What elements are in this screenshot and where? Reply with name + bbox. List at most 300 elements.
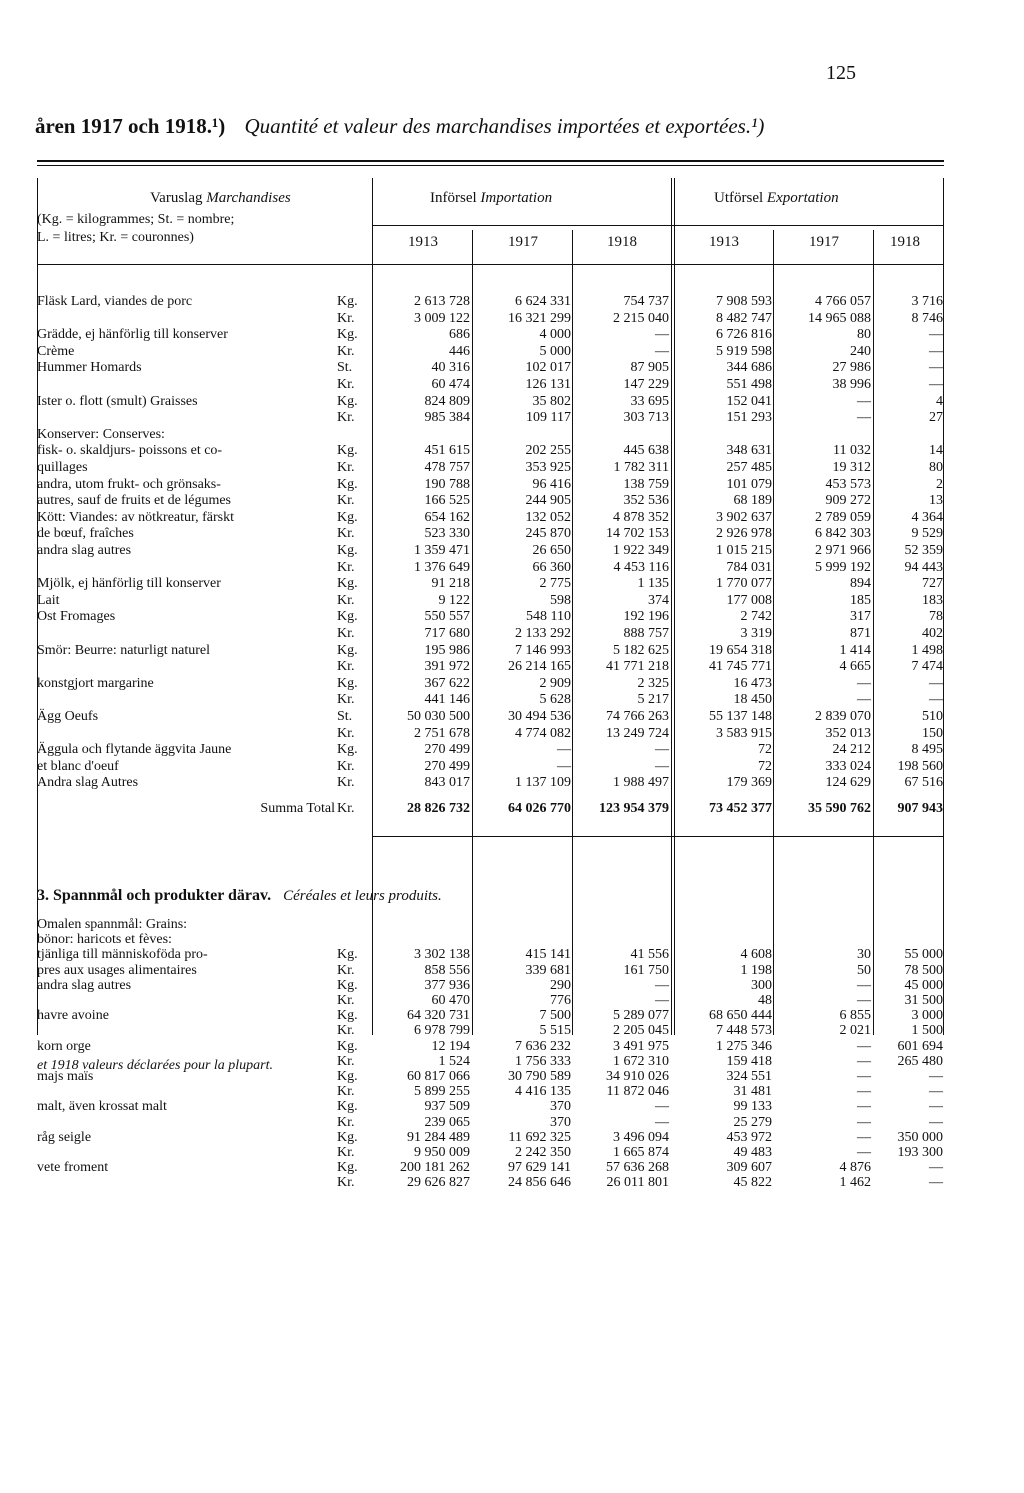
- cell-value: 41 556: [630, 947, 669, 963]
- cell-value: 99 133: [733, 1099, 772, 1115]
- row-label: Konserver: Conserves:: [37, 426, 165, 442]
- cell-value: 26 214 165: [508, 659, 571, 675]
- cell-value: 453 972: [726, 1129, 772, 1145]
- row-label: Fläsk Lard, viandes de porc: [37, 294, 193, 309]
- cell-value: —: [857, 393, 871, 409]
- unit-legend-1: (Kg. = kilogrammes; St. = nombre;: [37, 212, 235, 227]
- cell-value: 40 316: [431, 360, 470, 376]
- export-heading-sv: Utförsel: [714, 190, 764, 206]
- row-unit: Kr.: [337, 1053, 355, 1069]
- cell-value: 3 496 094: [613, 1129, 669, 1145]
- cell-value: 29 626 827: [407, 1175, 470, 1191]
- cell-value: 446: [449, 343, 470, 359]
- row-unit: Kg.: [337, 1069, 358, 1084]
- cell-value: 909 272: [825, 493, 871, 509]
- row-unit: Kr.: [337, 1145, 355, 1160]
- page-title: [35, 114, 764, 139]
- cell-value: 3 902 637: [716, 509, 772, 525]
- table-row: [37, 525, 944, 542]
- cell-value: 193 300: [897, 1145, 943, 1160]
- cell-value: —: [857, 1114, 871, 1130]
- cell-value: 16 321 299: [508, 310, 571, 326]
- cell-value: 2 133 292: [515, 626, 571, 641]
- cell-value: 510: [922, 709, 943, 724]
- row-label: Ägg Oeufs: [37, 709, 99, 724]
- import-heading: [430, 190, 552, 206]
- row-unit: Kr.: [337, 1084, 355, 1100]
- cell-value: 14 702 153: [606, 526, 669, 542]
- row-unit: Kg.: [337, 1099, 358, 1115]
- cell-value: 14: [929, 443, 943, 459]
- year-import-1913: 1913: [408, 234, 438, 250]
- cell-value: 91 284 489: [407, 1129, 470, 1145]
- cell-value: 244 905: [525, 493, 571, 509]
- cell-value: 2 751 678: [414, 725, 470, 741]
- cell-value: 195 986: [424, 642, 470, 658]
- cell-value: 19 312: [832, 460, 871, 475]
- cell-value: 16 473: [733, 675, 772, 691]
- cell-value: 2 021: [839, 1023, 871, 1039]
- row-label: råg seigle: [37, 1129, 92, 1145]
- row-unit: Kg.: [337, 576, 358, 592]
- row-unit: Kr.: [337, 725, 355, 741]
- cell-value: —: [857, 675, 871, 691]
- cell-value: 109 117: [526, 410, 571, 426]
- cell-value: 11 032: [833, 443, 871, 459]
- cell-value: 348 631: [726, 443, 772, 459]
- cell-value: 2 325: [637, 675, 669, 691]
- cell-value: 68 189: [733, 493, 772, 509]
- table-row: [37, 758, 944, 775]
- cell-value: 985 384: [424, 410, 470, 426]
- row-unit: Kg.: [337, 476, 358, 492]
- row-unit: Kr.: [337, 1175, 355, 1191]
- cell-value: —: [857, 1053, 871, 1069]
- row-unit: Kg.: [337, 509, 358, 525]
- cell-value: 309 607: [726, 1160, 772, 1176]
- cell-value: 2 242 350: [515, 1145, 571, 1160]
- cell-value: 96 416: [532, 476, 571, 492]
- row-unit: Kr.: [337, 410, 355, 426]
- cell-value: 179 369: [726, 775, 772, 791]
- year-export-1913: 1913: [709, 234, 739, 250]
- cell-value: 30 790 589: [508, 1069, 571, 1084]
- cell-value: 152 041: [726, 393, 772, 409]
- table-row: [37, 393, 944, 410]
- cell-value: 350 000: [897, 1129, 943, 1145]
- table-row: [37, 625, 944, 642]
- cell-value: 123 954 379: [599, 801, 669, 816]
- row-unit: Kr.: [337, 592, 355, 608]
- cell-value: 33 695: [630, 393, 669, 409]
- cell-value: 754 737: [623, 294, 669, 309]
- cell-value: 138 759: [623, 476, 669, 492]
- cell-value: —: [857, 1145, 871, 1160]
- cell-value: 551 498: [726, 377, 772, 392]
- cell-value: 270 499: [424, 742, 470, 758]
- cell-value: 132 052: [525, 509, 571, 525]
- cell-value: 7 146 993: [515, 642, 571, 658]
- cell-value: 377 936: [424, 977, 470, 993]
- cell-value: 57 636 268: [606, 1160, 669, 1176]
- cell-value: —: [655, 977, 669, 993]
- cell-value: —: [655, 758, 669, 774]
- cell-value: 333 024: [825, 758, 871, 774]
- cell-value: 1 498: [911, 642, 943, 658]
- table-row: [37, 774, 944, 791]
- cell-value: —: [655, 1099, 669, 1115]
- cell-value: 91 218: [431, 576, 470, 592]
- title-french: Quantité et valeur des marchandises importées et exportées.¹): [244, 114, 765, 138]
- cell-value: 370: [550, 1099, 571, 1115]
- row-label: havre avoine: [37, 1008, 109, 1024]
- cell-value: 2 839 070: [815, 709, 871, 724]
- row-unit: Kr.: [337, 460, 355, 475]
- cell-value: 11 692 325: [508, 1129, 571, 1145]
- section-3-title-sv: 3. Spannmål och produkter därav.: [37, 887, 272, 904]
- cell-value: 5 919 598: [716, 343, 772, 359]
- cell-value: 1 275 346: [716, 1038, 772, 1054]
- cell-value: —: [929, 1160, 943, 1176]
- cell-value: 4 766 057: [815, 294, 871, 309]
- table-row: [37, 492, 944, 509]
- cell-value: 3 583 915: [716, 725, 772, 741]
- table-row: [37, 658, 944, 675]
- cell-value: —: [929, 377, 943, 392]
- row-label: andra slag autres: [37, 543, 132, 558]
- cell-value: 478 757: [424, 460, 470, 475]
- cell-value: 5 515: [539, 1023, 571, 1039]
- cell-value: 38 996: [832, 377, 871, 392]
- cell-value: 1 376 649: [414, 559, 470, 575]
- cell-value: 2 775: [539, 576, 571, 592]
- year-export-1917: 1917: [809, 234, 839, 250]
- cell-value: 1 672 310: [613, 1053, 669, 1069]
- cell-value: 339 681: [525, 962, 571, 978]
- row-unit: Kr.: [337, 659, 355, 675]
- row-label: Crème: [37, 343, 75, 359]
- cell-value: —: [857, 1038, 871, 1054]
- cell-value: 2: [936, 476, 943, 492]
- cell-value: 1 462: [839, 1175, 871, 1191]
- cell-value: 3 716: [911, 294, 943, 309]
- row-label: Omalen spannmål: Grains:: [37, 917, 188, 932]
- import-heading-fr: Importation: [480, 190, 553, 206]
- cell-value: —: [557, 758, 571, 774]
- row-label: andra, utom frukt- och grönsaks-: [37, 476, 221, 492]
- cell-value: —: [857, 1099, 871, 1115]
- row-label: Ost Fromages: [37, 609, 116, 625]
- table-row: [37, 708, 944, 725]
- cell-value: 126 131: [525, 377, 571, 392]
- cell-value: 27: [929, 410, 943, 426]
- cell-value: 4 878 352: [613, 509, 669, 525]
- cell-value: 4 665: [839, 659, 871, 675]
- cell-value: —: [857, 1069, 871, 1084]
- cell-value: 601 694: [897, 1038, 943, 1054]
- cell-value: —: [655, 327, 669, 343]
- cell-value: 1 922 349: [613, 543, 669, 558]
- table-row: [37, 542, 944, 559]
- unit-legend-2: L. = litres; Kr. = couronnes): [37, 230, 194, 245]
- row-label: Äggula och flytande äggvita Jaune: [37, 742, 232, 758]
- cell-value: 30 494 536: [508, 709, 571, 724]
- table-row: [37, 725, 944, 742]
- cell-value: 352 013: [825, 725, 871, 741]
- cell-value: 55 000: [904, 947, 943, 963]
- cell-value: 80: [857, 327, 871, 343]
- row-unit: Kg.: [337, 443, 358, 459]
- cell-value: 871: [850, 626, 871, 641]
- table-row: [37, 359, 944, 376]
- row-label: pres aux usages alimentaires: [37, 962, 197, 978]
- cell-value: 8 495: [911, 742, 943, 758]
- cell-value: 183: [922, 592, 943, 608]
- row-label: korn orge: [37, 1038, 91, 1054]
- cell-value: 78: [929, 609, 943, 625]
- cell-value: 445 638: [623, 443, 669, 459]
- cell-value: 87 905: [630, 360, 669, 376]
- row-unit: Kg.: [337, 1160, 358, 1176]
- year-import-1918: 1918: [607, 234, 637, 250]
- row-unit: Kg.: [337, 543, 358, 558]
- row-unit: Kg.: [337, 1008, 358, 1024]
- cell-value: 11 872 046: [606, 1084, 669, 1100]
- table-row: [37, 343, 944, 360]
- row-unit: Kg.: [337, 642, 358, 658]
- export-heading-fr: Exportation: [766, 190, 839, 206]
- row-unit: Kr.: [337, 758, 355, 774]
- table-row: [37, 326, 944, 343]
- row-label: Grädde, ej hänförlig till konserver: [37, 327, 228, 343]
- cell-value: 2 215 040: [613, 310, 669, 326]
- cell-value: 367 622: [424, 675, 470, 691]
- row-unit: Kr.: [337, 626, 355, 641]
- cell-value: 177 008: [726, 592, 772, 608]
- cell-value: 415 141: [525, 947, 571, 963]
- cell-value: 3 009 122: [414, 310, 470, 326]
- table-row: [37, 459, 944, 476]
- cell-value: 5 182 625: [613, 642, 669, 658]
- cell-value: 441 146: [424, 692, 470, 708]
- cell-value: 391 972: [424, 659, 470, 675]
- row-unit: Kr.: [337, 377, 355, 392]
- cell-value: 6 855: [839, 1008, 871, 1024]
- cell-value: 1 359 471: [414, 543, 470, 558]
- row-label: vete froment: [37, 1160, 109, 1176]
- row-unit: Kr.: [337, 692, 355, 708]
- cell-value: 68 650 444: [709, 1008, 772, 1024]
- cell-value: 324 551: [726, 1069, 772, 1084]
- row-label: Mjölk, ej hänförlig till konserver: [37, 576, 221, 592]
- cell-value: 13: [929, 493, 943, 509]
- cell-value: 2 909: [539, 675, 571, 691]
- cell-value: 78 500: [904, 962, 943, 978]
- cell-value: —: [857, 1129, 871, 1145]
- table-row: [37, 476, 944, 493]
- cell-value: 151 293: [726, 410, 772, 426]
- cell-value: 344 686: [726, 360, 772, 376]
- cell-value: —: [655, 742, 669, 758]
- cell-value: 2 971 966: [815, 543, 871, 558]
- cell-value: 6 726 816: [716, 327, 772, 343]
- cell-value: 73 452 377: [709, 801, 772, 816]
- page-number: 125: [826, 62, 856, 84]
- cell-value: 1 665 874: [613, 1145, 669, 1160]
- cell-value: 7 474: [911, 659, 943, 675]
- cell-value: 1 524: [438, 1053, 470, 1069]
- cell-value: 5 628: [539, 692, 571, 708]
- cell-value: —: [857, 692, 871, 708]
- table-row: [37, 675, 944, 692]
- footnote: et 1918 valeurs déclarées pour la plupart.: [37, 1058, 274, 1073]
- cell-value: 1 770 077: [716, 576, 772, 592]
- table-row: [37, 691, 944, 708]
- cell-value: 27 986: [832, 360, 871, 376]
- row-unit: Kr.: [337, 775, 355, 791]
- cell-value: 200 181 262: [400, 1160, 470, 1176]
- cell-value: 13 249 724: [606, 725, 669, 741]
- cell-value: 303 713: [623, 410, 669, 426]
- cell-value: 19 654 318: [709, 642, 772, 658]
- cell-value: 150: [922, 725, 943, 741]
- cell-value: 2 789 059: [815, 509, 871, 525]
- cell-value: —: [857, 977, 871, 993]
- table-row: [37, 608, 944, 625]
- cell-value: 776: [550, 993, 571, 1008]
- table-row: [37, 1174, 944, 1191]
- row-unit: Kg.: [337, 742, 358, 758]
- cell-value: 6 978 799: [414, 1023, 470, 1039]
- cell-value: 30: [857, 947, 871, 963]
- row-unit: Kg.: [337, 977, 358, 993]
- cell-value: 31 500: [904, 993, 943, 1008]
- row-unit: Kr.: [337, 526, 355, 542]
- cell-value: —: [655, 993, 669, 1008]
- cell-value: 166 525: [424, 493, 470, 509]
- cell-value: 5 289 077: [613, 1008, 669, 1024]
- cell-value: 18 450: [733, 692, 772, 708]
- cell-value: 5 217: [637, 692, 669, 708]
- cell-value: —: [929, 1114, 943, 1130]
- cell-value: 1 137 109: [515, 775, 571, 791]
- cell-value: 64 320 731: [407, 1008, 470, 1024]
- cell-value: 9 122: [438, 592, 470, 608]
- cell-value: 64 026 770: [508, 801, 571, 816]
- row-label: konstgjort margarine: [37, 675, 154, 691]
- cell-value: 598: [550, 592, 571, 608]
- cell-value: 94 443: [904, 559, 943, 575]
- cell-value: 1 988 497: [613, 775, 669, 791]
- cell-value: 31 481: [733, 1084, 772, 1100]
- cell-value: 102 017: [525, 360, 571, 376]
- cell-value: 843 017: [424, 775, 470, 791]
- cell-value: —: [857, 410, 871, 426]
- cell-value: 49 483: [733, 1145, 772, 1160]
- cell-value: 147 229: [623, 377, 669, 392]
- cell-value: 48: [758, 993, 772, 1008]
- row-unit: Kr.: [337, 343, 355, 359]
- cell-value: 1 782 311: [613, 460, 669, 475]
- cell-value: 824 809: [424, 393, 470, 409]
- cell-value: 453 573: [825, 476, 871, 492]
- year-export-1918: 1918: [890, 234, 920, 250]
- cell-value: 4: [936, 393, 943, 409]
- cell-value: 3 319: [740, 626, 772, 641]
- row-unit: Kg.: [337, 393, 358, 409]
- cell-value: 12 194: [431, 1038, 470, 1054]
- row-unit: Kg.: [337, 327, 358, 343]
- cell-value: —: [929, 1099, 943, 1115]
- cell-value: 727: [922, 576, 943, 592]
- cell-value: 190 788: [424, 476, 470, 492]
- cell-value: 257 485: [726, 460, 772, 475]
- cell-value: 7 500: [539, 1008, 571, 1024]
- table-row: [37, 575, 944, 592]
- cell-value: 185: [850, 592, 871, 608]
- cell-value: 5 999 192: [815, 559, 871, 575]
- cell-value: 2 613 728: [414, 294, 470, 309]
- cell-value: 353 925: [525, 460, 571, 475]
- cell-value: 159 418: [726, 1053, 772, 1069]
- top-rule-thick: [37, 160, 944, 162]
- cell-value: 80: [929, 460, 943, 475]
- cell-value: 14 965 088: [808, 310, 871, 326]
- cell-value: 6 842 303: [815, 526, 871, 542]
- cell-value: 101 079: [726, 476, 772, 492]
- row-unit: St.: [337, 360, 353, 376]
- header-bottom-rule: [37, 264, 944, 265]
- cell-value: 3 000: [911, 1008, 943, 1024]
- goods-heading-sv: Varuslag: [150, 190, 203, 206]
- cell-value: 60 470: [431, 993, 470, 1008]
- row-unit: Kr.: [337, 1023, 355, 1039]
- cell-value: 50 030 500: [407, 709, 470, 724]
- cell-value: 45 822: [733, 1175, 772, 1191]
- cell-value: 24 856 646: [508, 1175, 571, 1191]
- cell-value: 55 137 148: [709, 709, 772, 724]
- cell-value: 1 135: [637, 576, 669, 592]
- import-heading-sv: Införsel: [430, 190, 477, 206]
- cell-value: 888 757: [623, 626, 669, 641]
- cell-value: —: [929, 360, 943, 376]
- cell-value: 1 414: [839, 642, 871, 658]
- cell-value: 4 453 116: [613, 559, 669, 575]
- row-label: de bœuf, fraîches: [37, 526, 134, 542]
- cell-value: 97 629 141: [508, 1160, 571, 1176]
- cell-value: 1 500: [911, 1023, 943, 1039]
- cell-value: 317: [850, 609, 871, 625]
- cell-value: 3 491 975: [613, 1038, 669, 1054]
- cell-value: 7 636 232: [515, 1038, 571, 1054]
- cell-value: —: [929, 1084, 943, 1100]
- cell-value: 41 771 218: [606, 659, 669, 675]
- table-row: [37, 409, 944, 426]
- cell-value: 34 910 026: [606, 1069, 669, 1084]
- cell-value: —: [929, 327, 943, 343]
- table-row: [37, 376, 944, 393]
- row-label: fisk- o. skaldjurs- poissons et co-: [37, 443, 223, 459]
- cell-value: 1 015 215: [716, 543, 772, 558]
- cell-value: 35 590 762: [808, 801, 871, 816]
- row-unit: Kr.: [337, 962, 355, 978]
- row-label: andra slag autres: [37, 977, 132, 993]
- cell-value: 202 255: [525, 443, 571, 459]
- cell-value: 72: [758, 742, 772, 758]
- total-rule: [372, 836, 943, 837]
- cell-value: 124 629: [825, 775, 871, 791]
- table-row: [37, 509, 944, 526]
